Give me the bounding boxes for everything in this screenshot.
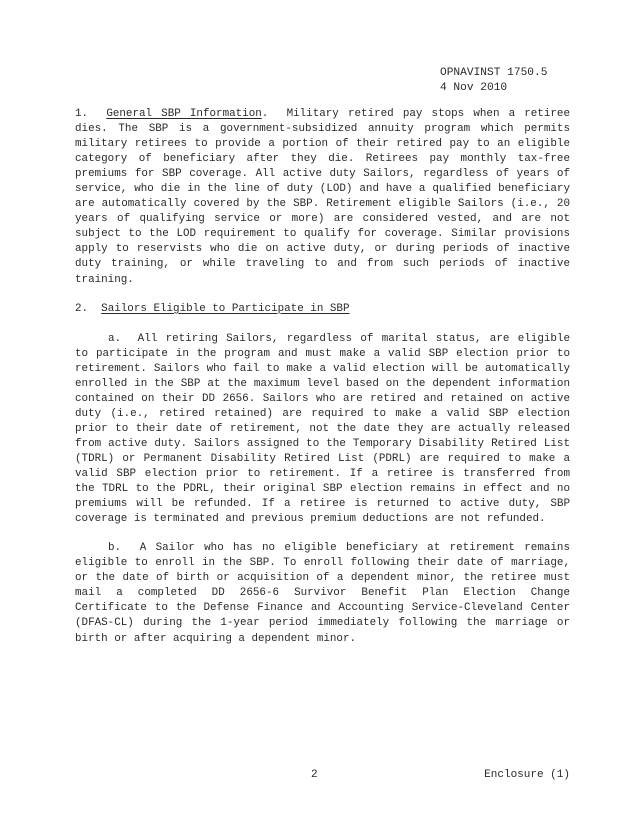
enclosure-label: Enclosure (1) [484,769,570,781]
section-2b-paragraph [75,541,570,646]
section-2b-text: A Sailor who has no eligible beneficiary at retirement remains eligible to enroll in the SBP. To enroll following their date of marriage, or the date of birth or acquisition of a dependent minor, the retiree must mail a completed DD 2656-6 Survivor Benefit Plan Election Change Certificate to the Defense Finance and Accounting Service-Cleveland Center (DFAS-CL) during the 1-year period immediately following the marriage or birth or after acquiring a dependent minor. [75,542,571,645]
section-2a-label: a. [108,332,122,345]
document-body [75,107,570,661]
section-2a-paragraph [75,332,570,528]
section-2-title: Sailors Eligible to Participate in SBP [101,302,350,315]
instruction-number: OPNAVINST 1750.5 [440,67,548,79]
document-date: 4 Nov 2010 [440,81,508,94]
document-header [440,66,572,95]
section-2-number: 2. [75,302,89,315]
section-2-heading [75,302,570,317]
section-2b-label: b. [108,542,122,555]
section-1-text: Military retired pay stops when a retiree dies. The SBP is a government-subsidized annuity program which permits military retirees to provide a portion of their retired pay to an eligible category of beneficiary after they die. Retirees pay monthly tax-free premiums for SBP coverage. All active duty Sailors, regardless of years of service, who die in the line of duty (LOD) and have a qualified beneficiary are automatically covered by the SBP. Retirement eligible Sailors (i.e., 20 years of qualifying service or more) are considered vested, and are not subject to the LOD requirement to qualify for coverage. Similar provisions apply to reservists who die on active duty, or during periods of inactive duty training, or while traveling to and from such periods of inactive training. [75,108,570,286]
page-number: 2 [311,769,318,781]
section-2a-text: All retiring Sailors, regardless of marital status, are eligible to participate in the program and must make a valid SBP election prior to retirement. Sailors who fail to make a valid election will be automatically enrolled in the SBP at the maximum level based on the dependent information contained on their DD 2656. Sailors who are retired and retained on active duty (i.e., retired retained) are required to make a valid SBP election prior to their date of retirement, not the date they are actually released from active duty. Sailors assigned to the Temporary Disability Retired List (TDRL) or Permanent Disability Retired List (PDRL) are required to make a valid SBP election prior to retirement. If a retiree is transferred from the TDRL to the PDRL, their original SBP election remains in effect and no premiums will be refunded. If a retiree is returned to active duty, SBP coverage is terminated and previous premium deductions are not refunded. [75,332,570,526]
section-1-title: General SBP Information [106,108,262,120]
section-1-paragraph: 1. General SBP Information. Military retired pay stops when a retiree dies. The SBP is a government-subsidized annuity program which permits military retirees to provide a portion of their retired pay to an eligible category of beneficiary after they die. Retirees pay monthly tax-free premiums for SBP coverage. All active duty Sailors, regardless of years of service, who die in the line of duty (LOD) and have a qualified beneficiary are automatically covered by the SBP. Retirement eligible Sailors (i.e., 20 years of qualifying service or more) are considered vested, and are not subject to the LOD requirement to qualify for coverage. Similar provisions apply to reservists who die on active duty, or during periods of inactive duty training, or while traveling to and from such periods of inactive training. [75,108,570,286]
section-1-number: 1. [75,108,89,120]
